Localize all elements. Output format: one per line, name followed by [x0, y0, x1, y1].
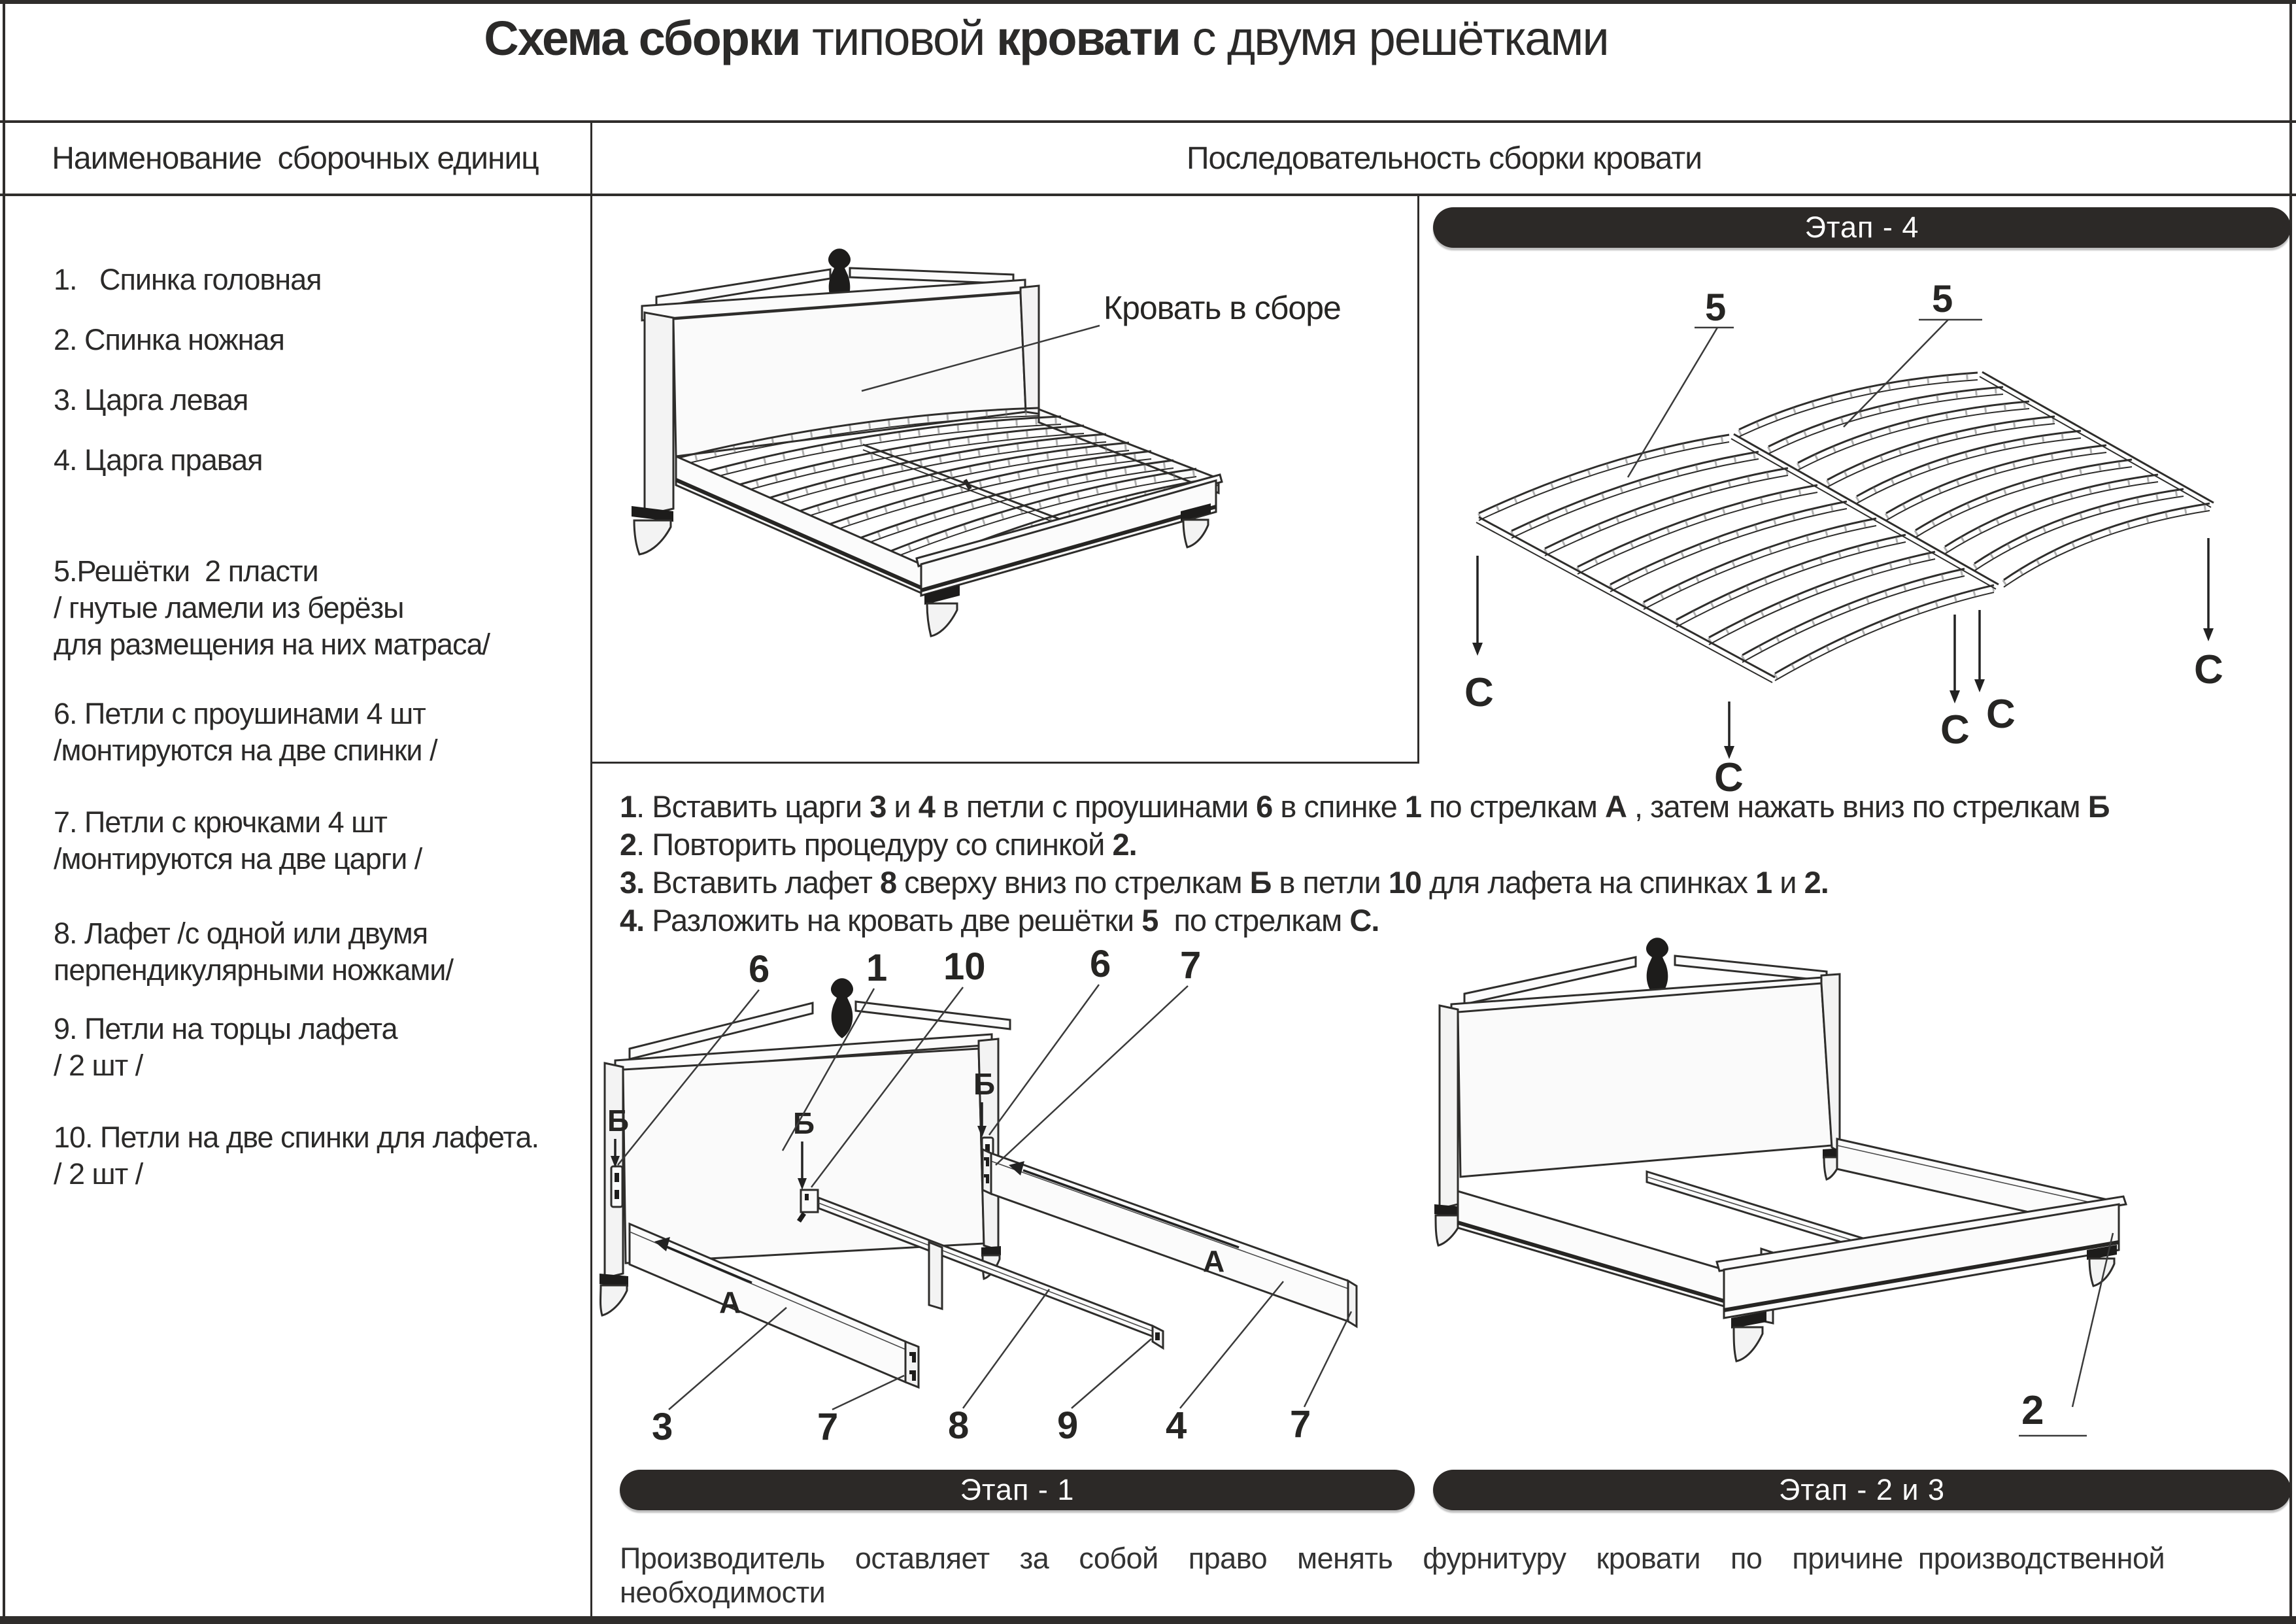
- svg-text:С: С: [1986, 692, 2016, 737]
- stage23-banner: [1433, 1470, 2291, 1510]
- part-label: 7: [1180, 944, 1202, 987]
- part-line: /монтируются на две спинки /: [54, 734, 437, 767]
- part-label: 3: [652, 1406, 673, 1448]
- svg-text:5: 5: [1705, 286, 1727, 329]
- part-line: 9. Петли на торцы лафета: [54, 1012, 397, 1045]
- part-line: перпендикулярными ножками/: [54, 953, 453, 987]
- arrow-c-bottom: [1714, 702, 1744, 800]
- slat-grid-right: [1731, 372, 2214, 589]
- arrow-c-left: [1464, 556, 1494, 715]
- part-line: 3. Царга левая: [54, 383, 248, 416]
- part-line: 6. Петли с проушинами 4 шт: [54, 697, 426, 730]
- figure-stage1-exploded: [592, 941, 1417, 1470]
- instruction-step: 4. Разложить на кровать две решётки 5 по стрелкам С.: [620, 903, 1379, 938]
- near-rail: [1458, 1191, 1724, 1306]
- footboard: [917, 475, 1222, 636]
- svg-text:Б: Б: [793, 1106, 815, 1140]
- part-line: 1. Спинка головная: [54, 263, 322, 296]
- svg-text:2: 2: [2021, 1388, 2044, 1433]
- slat-grid-left: [1476, 435, 1994, 683]
- parts-list-item: [54, 442, 590, 479]
- part-line: 2. Спинка ножная: [54, 323, 284, 356]
- arrow-c-right: [2194, 538, 2223, 692]
- stage1-banner: [620, 1470, 1415, 1510]
- part-line: 5.Решётки 2 пласти: [54, 554, 318, 588]
- parts-list-item: [54, 696, 590, 769]
- svg-text:С: С: [2194, 647, 2223, 692]
- stage4-banner: [1433, 207, 2291, 248]
- arrow-a-label: А: [719, 1285, 741, 1319]
- page-border-left: [3, 0, 5, 1624]
- svg-text:С: С: [1464, 670, 1494, 715]
- instruction-step: 3. Вставить лафет 8 сверху вниз по стрелкам Б в петли 10 для лафета на спинках 1 и 2.: [620, 865, 1829, 900]
- part-label: 8: [948, 1404, 970, 1447]
- parts-list-item: [54, 262, 590, 298]
- part-label: 10: [943, 945, 986, 988]
- part-line: 7. Петли с крючками 4 шт: [54, 805, 387, 839]
- parts-list-item: [54, 804, 590, 877]
- page-title: Схема сборки типовой кровати с двумя решётками: [484, 11, 1608, 65]
- page-border-bottom: [0, 1616, 2296, 1624]
- part-line: 8. Лафет /с одной или двумя: [54, 917, 428, 950]
- figure-assembled-bed: [613, 216, 1417, 762]
- figure-stage4-grids: [1432, 252, 2296, 800]
- parts-list-item: [54, 553, 590, 663]
- parts-list-item: [54, 915, 590, 989]
- svg-text:Б: Б: [973, 1067, 996, 1101]
- parts-list-item: [54, 322, 590, 358]
- arrow-c-mid1: [1940, 615, 1970, 753]
- figure-stage23-frame: [1432, 941, 2296, 1470]
- parts-list-item: [54, 382, 590, 418]
- part-label-5-right: [1844, 278, 1982, 427]
- instruction-step: 1. Вставить царги 3 и 4 в петли с проушинами 6 в спинке 1 по стрелкам А , затем нажать вниз по стрелкам Б: [620, 789, 2110, 824]
- svg-text:5: 5: [1932, 278, 1953, 320]
- bed-foot: [634, 520, 671, 554]
- part-label: 4: [1166, 1404, 1187, 1447]
- figure-caption: Кровать в сборе: [1104, 290, 1341, 326]
- stage23-banner-label: Этап - 2 и 3: [1778, 1473, 1946, 1506]
- parts-list-item: [54, 1119, 590, 1193]
- hinge-with-eyes: [611, 1166, 622, 1207]
- svg-text:С: С: [1940, 707, 1970, 753]
- header-row-bottom-line: [0, 194, 2296, 196]
- headboard: [1434, 938, 1842, 1245]
- part-line: 4. Царга правая: [54, 443, 263, 477]
- svg-text:С: С: [1714, 755, 1744, 800]
- right-side-rail: [983, 1149, 1357, 1327]
- part-line: / гнутые ламели из берёзы: [54, 591, 404, 624]
- svg-text:Б: Б: [607, 1104, 630, 1138]
- part-line: 10. Петли на две спинки для лафета.: [54, 1121, 539, 1154]
- sequence-column-header: Последовательность сборки кровати: [1186, 141, 1702, 176]
- part-label: 6: [749, 948, 770, 990]
- headboard: [632, 248, 1039, 554]
- page-border-top: [0, 0, 2296, 4]
- parts-column-header: Наименование сборочных единиц: [52, 141, 539, 176]
- part-line: для размещения на них матраса/: [54, 628, 490, 661]
- stage1-banner-label: Этап - 1: [960, 1473, 1075, 1506]
- part-label: 7: [817, 1406, 839, 1448]
- part-label: 9: [1057, 1404, 1079, 1447]
- stage4-banner-label: Этап - 4: [1804, 211, 1919, 244]
- part-label: 1: [866, 947, 888, 989]
- arrow-a-label: А: [1203, 1244, 1225, 1278]
- arrow-c-mid2: [1974, 610, 2016, 737]
- instruction-step: 2. Повторить процедуру со спинкой 2.: [620, 827, 1137, 862]
- part-label-5-left: [1628, 286, 1734, 477]
- part-label: 6: [1090, 943, 1111, 985]
- part-label: 7: [1290, 1403, 1311, 1446]
- stage4-cell-divider: [1417, 194, 1419, 764]
- footer-disclaimer: Производитель оставляет за собой право менять фурнитуру кровати по причине производственной необходимости: [620, 1542, 2180, 1609]
- part-line: / 2 шт /: [54, 1049, 143, 1082]
- vase-ornament-icon: [831, 978, 853, 1038]
- parts-list-item: [54, 1011, 590, 1084]
- assembled-cell-bottom-line: [590, 762, 1419, 764]
- part-line: / 2 шт /: [54, 1157, 143, 1191]
- part-line: /монтируются на две царги /: [54, 842, 422, 875]
